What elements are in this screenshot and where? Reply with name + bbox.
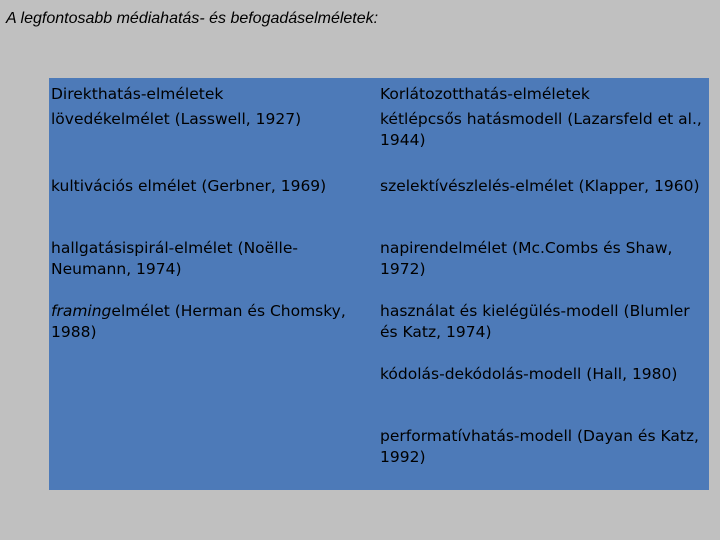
list-item: használat és kielégülés-modell (Blumler és Katz, 1974)	[380, 302, 690, 341]
right-heading: Korlátozotthatás-elméletek	[380, 85, 590, 103]
list-item: kétlépcsős hatásmodell (Lazarsfeld et al., 1944)	[380, 110, 702, 149]
list-item: szelektívészlelés-elmélet (Klapper, 1960)	[380, 177, 700, 195]
list-item	[51, 301, 369, 343]
list-item: napirendelmélet (Mc.Combs és Shaw, 1972)	[380, 239, 673, 278]
slide-title: A legfontosabb médiahatás- és befogadáselméletek:	[6, 10, 379, 27]
framing-italic-text: framing	[51, 302, 112, 320]
list-item: performatívhatás-modell (Dayan és Katz, 1992)	[380, 427, 699, 466]
list-item: hallgatásispirál-elmélet (Noëlle-Neumann, 1974)	[51, 239, 298, 278]
content-panel	[49, 78, 709, 490]
framing-rest-text: elmélet (Herman és Chomsky, 1988)	[51, 302, 346, 341]
list-item: kódolás-dekódolás-modell (Hall, 1980)	[380, 365, 678, 383]
left-heading: Direkthatás-elméletek	[51, 85, 224, 103]
list-item: lövedékelmélet (Lasswell, 1927)	[51, 110, 302, 128]
list-item: kultivációs elmélet (Gerbner, 1969)	[51, 177, 327, 195]
